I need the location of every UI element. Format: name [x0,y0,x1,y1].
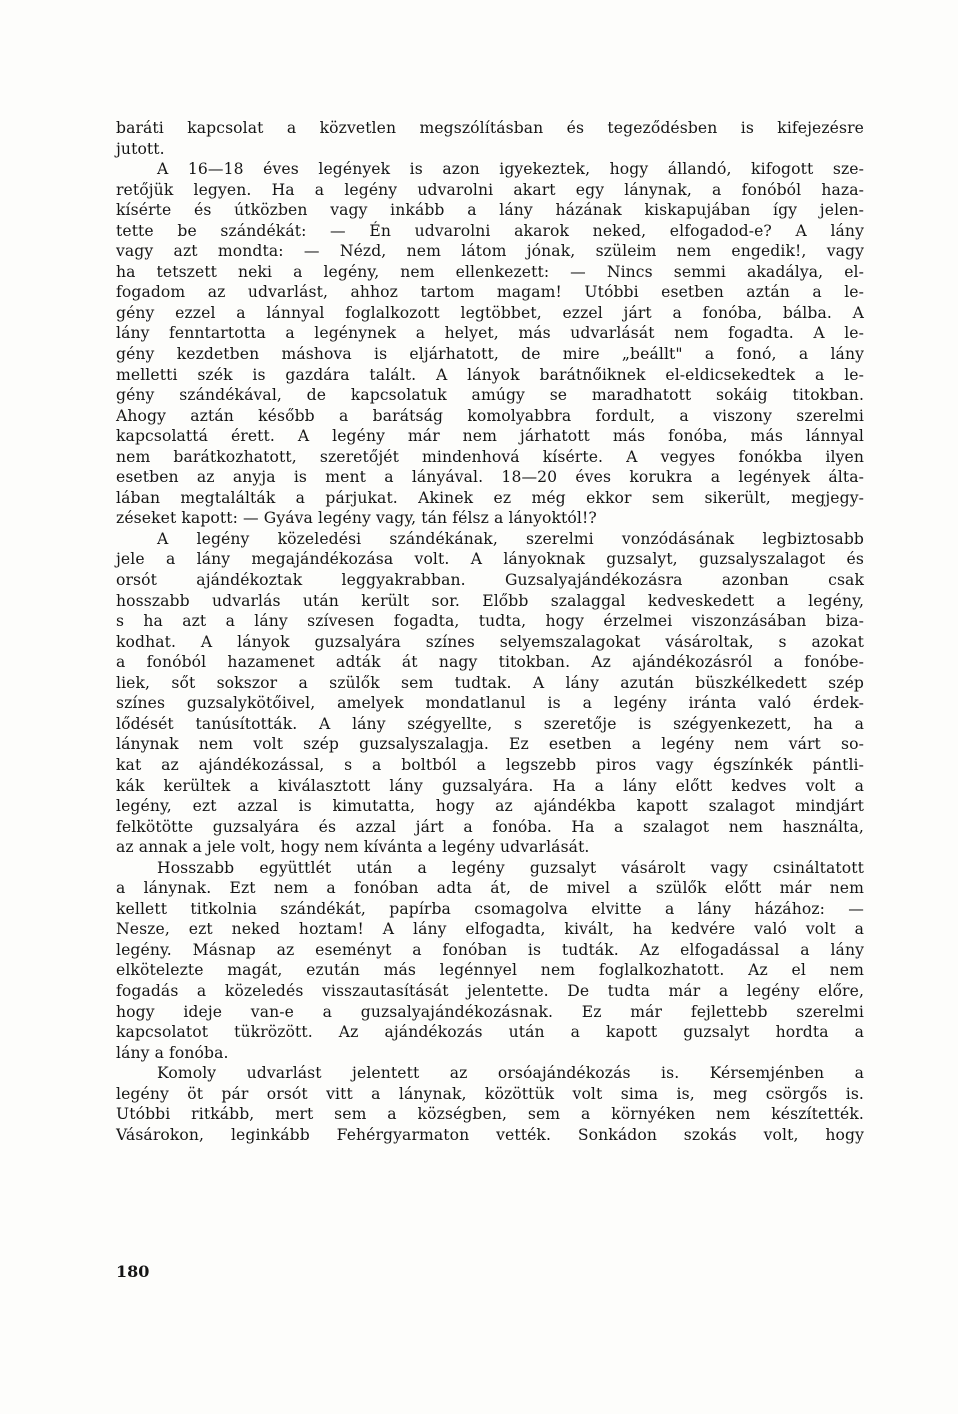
text-line: Komoly udvarlást jelentett az orsóajándékozás is. Kérsemjénben a [157,1064,864,1083]
text-line: Vásárokon, leginkább Fehérgyarmaton vették. Sonkádon szokás volt, hogy [116,1125,864,1144]
text-line: s ha azt a lány szívesen fogadta, tudta, hogy érzelmei viszonzásában biza- [116,612,864,631]
text-line: kák kerültek a kiválasztott lány guzsalyára. Ha a lány előtt kedves volt a [116,776,864,795]
text-line: az annak a jele volt, hogy nem kívánta a legény udvarlását. [116,838,590,857]
text-line: lődését tanúsították. A lány szégyellte, s szeretője is szégyenkezett, ha a [116,714,864,733]
body-text [116,118,864,1145]
text-line: gény szándékával, de kapcsolatuk amúgy se maradhatott sokáig titokban. [116,386,864,405]
text-line: legény öt pár orsót vitt a lánynak, közöttük volt sima is, meg csörgős is. [116,1084,864,1103]
text-line: Utóbbi ritkább, mert sem a községben, sem a környéken nem készítették. [116,1105,864,1124]
text-line: nem barátkozhatott, szeretőjét mindenhová kísérte. A vegyes fonókba ilyen [116,447,864,466]
text-line: melletti szék is gazdára talált. A lányok barátnőiknek el-eldicsekedtek a le- [116,365,864,384]
text-line: fogadom az udvarlást, ahhoz tartom magam! Utóbbi esetben aztán a le- [116,283,864,302]
text-line: esetben az anyja is ment a lányával. 18—20 éves korukra a legények álta- [116,468,864,487]
text-line: gény ezzel a lánnyal foglalkozott legtöbbet, ezzel járt a fonóba, bálba. A [116,303,864,322]
text-line: lában megtalálták a párjukat. Akinek ez még ekkor sem sikerült, megjegy- [116,488,864,507]
text-line: a lánynak. Ezt nem a fonóban adta át, de mivel a szülők előtt már nem [116,879,864,898]
text-line: elkötelezte magát, ezután más legénnyel nem foglalkozhatott. Az el nem [116,961,864,980]
text-line: kapcsolattá érett. A legény már nem járhatott más fonóba, más lánnyal [116,427,864,446]
text-line: A 16—18 éves legények is azon igyekeztek, hogy állandó, kifogott sze- [157,160,864,179]
text-line: kat az ajándékozással, s a boltból a legszebb piros vagy égszínkék pántli- [116,755,864,774]
text-line: jutott. [116,139,165,158]
text-line: tette be szándékát: — Én udvarolni akarok neked, elfogadod-e? A lány [116,221,864,240]
text-line: legény. Másnap az eseményt a fonóban is tudták. Az elfogadással a lány [116,940,864,959]
text-line: kapcsolatot tükrözött. Az ajándékozás után a kapott guzsalyt hordta a [116,1023,864,1042]
text-line: Nesze, ezt neked hoztam! A lány elfogadta, kivált, ha kedvére való volt a [116,920,864,939]
text-line: vagy azt mondta: — Nézd, nem látom jónak, szüleim nem engedik!, vagy [116,242,864,261]
text-line: legény, ezt azzal is kimutatta, hogy az ajándékba kapott szalagot mindjárt [116,797,864,816]
text-line: lánynak nem volt szép guzsalyszalagja. Ez esetben a legény nem várt so- [116,735,864,754]
text-line: Hosszabb együttlét után a legény guzsalyt vásárolt vagy csináltatott [157,858,864,877]
text-line: liek, sőt sokszor a szülők sem tudtak. A lány azután büszkélkedett szép [116,673,864,692]
text-line: ha tetszett neki a legény, nem ellenkezett: — Nincs semmi akadálya, el- [116,262,864,281]
text-line: orsót ajándékoztak leggyakrabban. Guzsalyajándékozásra azonban csak [116,571,864,590]
text-line: színes guzsalykötőivel, amelyek mondatlanul is a legény iránta való érdek- [116,694,864,713]
text-line: retőjük legyen. Ha a legény udvarolni akart egy lánynak, a fonóból haza- [116,180,864,199]
text-line: felkötötte guzsalyára és azzal járt a fonóba. Ha a szalagot nem használta, [116,817,864,836]
text-line: Ahogy aztán később a barátság komolyabbra fordult, a viszony szerelmi [116,406,864,425]
text-line: jele a lány megajándékozása volt. A lányoknak guzsalyt, guzsalyszalagot és [116,550,864,569]
text-line: hogy ideje van-e a guzsalyajándékozásnak. Ez már fejlettebb szerelmi [116,1002,864,1021]
text-line: fogadás a közeledés visszautasítását jelentette. De tudta már a legény előre, [116,981,864,1000]
text-line: baráti kapcsolat a közvetlen megszólításban és tegeződésben is kifejezésre [116,119,864,137]
text-line: lány fenntartotta a legénynek a helyet, más udvarlását nem fogadta. A le- [116,324,864,343]
text-line: lány a fonóba. [116,1043,229,1062]
text-line: A legény közeledési szándékának, szerelmi vonzódásának legbiztosabb [157,529,864,548]
text-line: kísérte és útközben vagy inkább a lány házának kiskapujában így jelen- [116,201,864,220]
text-line: zéseket kapott: — Gyáva legény vagy, tán félsz a lányoktól!? [116,509,597,528]
text-line: kellett titkolnia szándékát, papírba csomagolva elvitte a lány házához: — [116,899,864,918]
text-line: a fonóból hazamenet adták át nagy titokban. Az ajándékozásról a fonóbe- [116,653,864,672]
text-line: hosszabb udvarlás után került sor. Előbb szalaggal kedveskedett a legény, [116,591,864,610]
text-line: kodhat. A lányok guzsalyára színes selyemszalagokat vásároltak, s azokat [116,632,864,651]
page-number: 180 [116,1262,150,1281]
text-line: gény kezdetben máshova is eljárhatott, de mire „beállt" a fonó, a lány [116,345,864,364]
